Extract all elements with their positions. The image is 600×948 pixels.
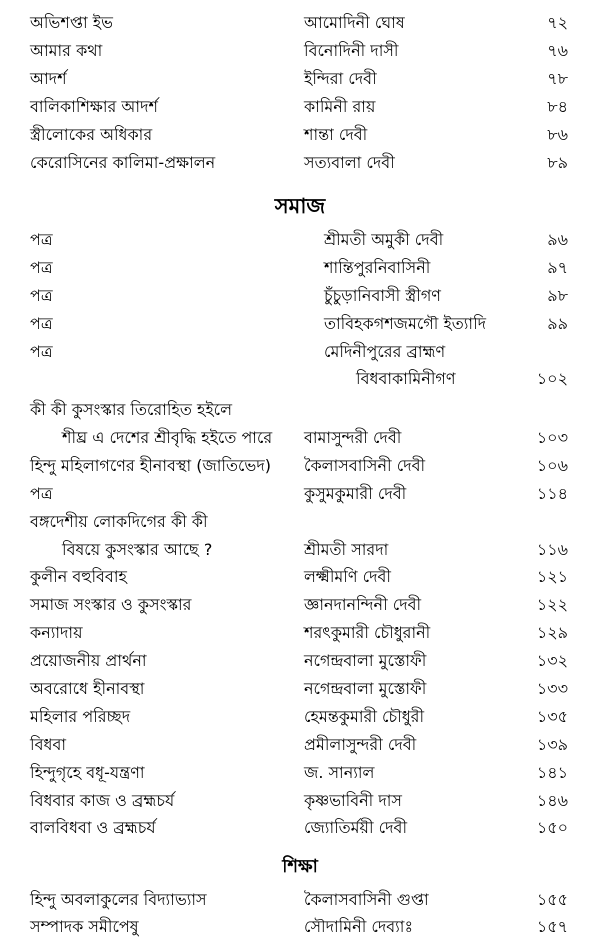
toc-entry	[0, 150, 600, 176]
entry-title: শীঘ্র এ দেশের শ্রীবৃদ্ধি হইতে পারে	[62, 428, 273, 447]
toc-entry	[0, 10, 600, 36]
entry-author: কামিনী রায়	[304, 97, 376, 116]
entry-page: ৮৬	[547, 125, 568, 144]
entry-author: শ্রীমতী অমুকী দেবী	[324, 230, 444, 249]
entry-page: ৯৬	[547, 230, 568, 249]
entry-page: ১৪৬	[536, 791, 568, 810]
entry-page: ১১৬	[536, 540, 568, 559]
entry-page: ১৫০	[536, 818, 568, 837]
entry-title: হিন্দু অবলাকুলের বিদ্যাভ্যাস	[30, 890, 207, 909]
entry-author: কৃষ্ণভাবিনী দাস	[304, 791, 402, 810]
entry-page: ১২৯	[536, 623, 568, 642]
entry-page: ১৩৩	[536, 679, 568, 698]
entry-title: প্রয়োজনীয় প্রার্থনা	[30, 651, 147, 670]
entry-page: ১২২	[536, 595, 568, 614]
entry-page: ৭২	[547, 13, 568, 32]
toc-entry	[0, 339, 600, 365]
entry-title: আমার কথা	[30, 41, 103, 60]
entry-title: বালবিধবা ও ব্রহ্মচর্য	[30, 818, 156, 837]
entry-page: ৮৯	[547, 153, 568, 172]
entry-author: বিধবাকামিনীগণ	[356, 369, 456, 388]
entry-title: বিষয়ে কুসংস্কার আছে ?	[62, 540, 213, 559]
toc-entry	[0, 788, 600, 814]
entry-page: ৯৭	[547, 258, 568, 277]
entry-author: ইন্দিরা দেবী	[304, 69, 377, 88]
entry-title: অভিশপ্তা ইভ	[30, 13, 113, 32]
entry-title: মহিলার পরিচ্ছদ	[30, 707, 131, 726]
entry-page: ৮৪	[547, 97, 568, 116]
toc-entry	[0, 732, 600, 758]
entry-page: ৯৮	[547, 286, 568, 305]
entry-title: পত্র	[30, 314, 53, 333]
entry-author: শান্তা দেবী	[304, 125, 368, 144]
entry-author: শরৎকুমারী চৌধুরানী	[304, 623, 431, 642]
entry-author: কৈলাসবাসিনী গুপ্তা	[304, 890, 429, 909]
entry-author: নগেন্দ্রবালা মুস্তোফী	[304, 651, 427, 670]
entry-page: ১১৪	[536, 484, 568, 503]
entry-page: ১৩৯	[536, 735, 568, 754]
entry-page: ৭৬	[547, 41, 568, 60]
entry-title: বিধবা	[30, 735, 66, 754]
entry-page: ৭৮	[547, 69, 568, 88]
entry-page: ১৩৫	[536, 707, 568, 726]
toc-entry	[0, 648, 600, 674]
entry-author: শান্তিপুরনিবাসিনী	[324, 258, 431, 277]
entry-title: হিন্দু মহিলাগণের হীনাবস্থা (জাতিভেদ)	[30, 456, 271, 475]
toc-entry	[0, 815, 600, 841]
toc-entry	[0, 887, 600, 913]
toc-entry	[0, 122, 600, 148]
entry-title: পত্র	[30, 484, 53, 503]
section-heading-samaj: সমাজ	[274, 194, 326, 218]
entry-author: মেদিনীপুরের ব্রাহ্মণ	[324, 342, 446, 361]
toc-entry	[0, 592, 600, 618]
section-heading-shiksha: শিক্ষা	[282, 856, 318, 877]
entry-title: পত্র	[30, 286, 53, 305]
toc-entry	[0, 481, 600, 507]
toc-entry	[0, 38, 600, 64]
entry-page: ১৫৭	[536, 917, 568, 936]
entry-title: পত্র	[30, 230, 53, 249]
entry-page: ১৪১	[536, 763, 568, 782]
entry-author: বিনোদিনী দাসী	[304, 41, 399, 60]
entry-author: সৌদামিনী দেব্যাঃ	[304, 917, 413, 936]
entry-author: হেমন্তকুমারী চৌধুরী	[304, 707, 425, 726]
entry-author: তাবিহকগশজমগৌ ইত্যাদি	[324, 314, 487, 333]
toc-entry	[0, 914, 600, 940]
entry-author: জ্যোতির্ময়ী দেবী	[304, 818, 408, 837]
toc-entry	[0, 227, 600, 253]
entry-title: হিন্দুগৃহে বধূ-যন্ত্রণা	[30, 763, 145, 782]
entry-page: ৯৯	[547, 314, 568, 333]
toc-entry	[0, 704, 600, 730]
entry-author: প্রমীলাসুন্দরী দেবী	[304, 735, 417, 754]
entry-title: সমাজ সংস্কার ও কুসংস্কার	[30, 595, 192, 614]
entry-title: অবরোধে হীনাবস্থা	[30, 679, 145, 698]
toc-entry	[0, 397, 600, 423]
entry-page: ১২১	[536, 567, 568, 586]
entry-author: চুঁচুড়ানিবাসী স্ত্রীগণ	[324, 286, 441, 305]
toc-entry	[0, 283, 600, 309]
entry-author: বামাসুন্দরী দেবী	[304, 428, 402, 447]
entry-title: কুলীন বহুবিবাহ	[30, 567, 127, 586]
entry-author: আমোদিনী ঘোষ	[304, 13, 405, 32]
entry-page: ১৫৫	[536, 890, 568, 909]
toc-entry	[0, 66, 600, 92]
toc-entry	[0, 620, 600, 646]
toc-entry	[0, 760, 600, 786]
entry-title: পত্র	[30, 258, 53, 277]
toc-entry-continuation	[0, 366, 600, 392]
toc-entry-continuation	[0, 537, 600, 563]
entry-author: কৈলাসবাসিনী দেবী	[304, 456, 426, 475]
entry-author: জ. সান্যাল	[304, 763, 375, 782]
entry-author: শ্রীমতী সারদা	[304, 540, 389, 559]
toc-entry	[0, 453, 600, 479]
entry-title: আদর্শ	[30, 69, 67, 88]
entry-page: ১০৩	[536, 428, 568, 447]
entry-author: কুসুমকুমারী দেবী	[304, 484, 407, 503]
entry-author: সত্যবালা দেবী	[304, 153, 395, 172]
toc-entry	[0, 255, 600, 281]
toc-entry-continuation	[0, 425, 600, 451]
entry-title: বালিকাশিক্ষার আদর্শ	[30, 97, 158, 116]
entry-page: ১৩২	[536, 651, 568, 670]
entry-title: বঙ্গদেশীয় লোকদিগের কী কী	[30, 512, 208, 531]
entry-author: লক্ষ্মীমণি দেবী	[304, 567, 392, 586]
toc-entry	[0, 676, 600, 702]
entry-title: স্ত্রীলোকের অধিকার	[30, 125, 153, 144]
entry-title: কেরোসিনের কালিমা-প্রক্ষালন	[30, 153, 216, 172]
entry-title: কন্যাদায়	[30, 623, 83, 642]
entry-page: ১০৬	[536, 456, 568, 475]
entry-author: জ্ঞানদানন্দিনী দেবী	[304, 595, 422, 614]
toc-entry	[0, 509, 600, 535]
toc-entry	[0, 94, 600, 120]
entry-title: সম্পাদক সমীপেষু	[30, 917, 139, 936]
entry-title: কী কী কুসংস্কার তিরোহিত হইলে	[30, 400, 233, 419]
entry-title: পত্র	[30, 342, 53, 361]
entry-title: বিধবার কাজ ও ব্রহ্মচর্য	[30, 791, 175, 810]
entry-author: নগেন্দ্রবালা মুস্তোফী	[304, 679, 427, 698]
entry-page: ১০২	[536, 369, 568, 388]
toc-entry	[0, 311, 600, 337]
toc-entry	[0, 564, 600, 590]
